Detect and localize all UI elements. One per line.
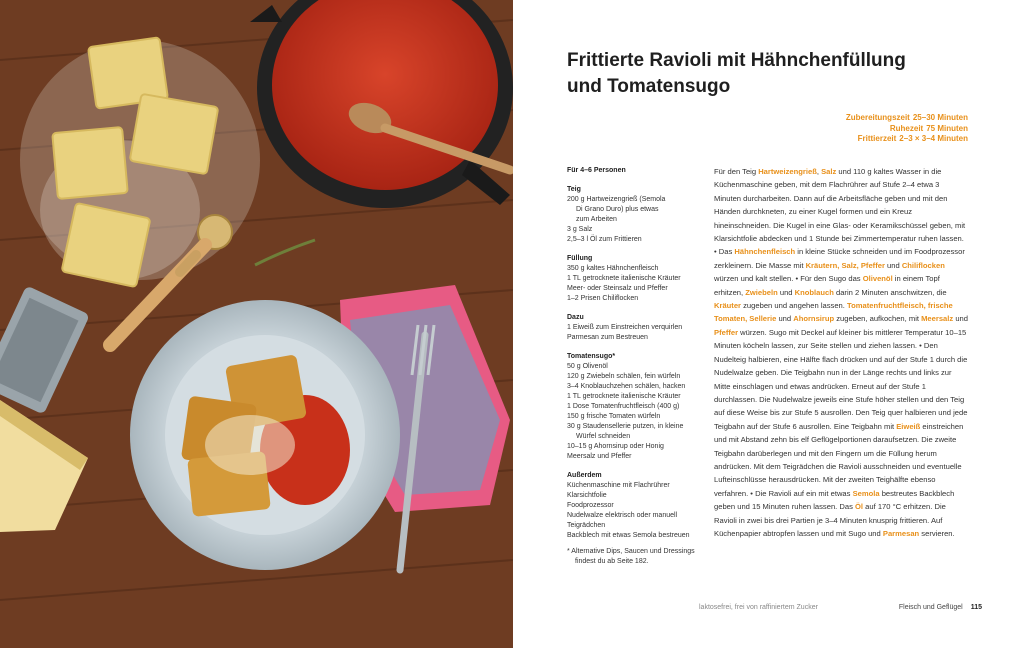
recipe-page xyxy=(513,0,1026,648)
highlighted-ingredient: Pfeffer xyxy=(714,327,739,337)
instruction-text: auf 170 °C erhitzen. Die Ravioli in zwei bis drei Partien je 3–4 Minuten knusprig frittieren. Auf Küchenpapier abtropfen lassen und mit Sugo und xyxy=(714,502,946,538)
highlighted-ingredient: Meersalz xyxy=(921,314,954,324)
highlighted-ingredient: Kräuter xyxy=(714,301,742,311)
ingredient-line: 3–4 Knoblauchzehen schälen, hacken xyxy=(567,383,686,390)
ingredient-line: Backblech mit etwas Semola bestreuen xyxy=(567,532,690,539)
ingredient-line: 1 Eiweiß zum Einstreichen verquirlen xyxy=(567,324,683,331)
instruction-text: einstreichen und mit Abstand zehn bis elf Geflügelportionen daraufsetzen. Die zweite Teigbahn darüberlegen und mit den Fingern um die Füllung herum andrücken. Mit dem Teigrädchen die Ravioli ausschneiden und eventuelle Lufteinschlüsse herausdrücken. Mit der zweiten Teighälfte ebenso verfahren. • Die Ravioli auf ein mit etwas xyxy=(714,421,964,498)
timing-row-rest: Ruhezeit 75 Minuten xyxy=(889,123,968,133)
ingredient-line: 10–15 g Ahornsirup oder Honig xyxy=(567,443,664,450)
section-heading-tomatensugo: Tomatensugo* xyxy=(567,353,616,360)
highlighted-ingredient: Öl xyxy=(855,502,864,512)
instruction-text: darin 2 Minuten anschwitzen, die xyxy=(833,287,947,297)
instructions-text xyxy=(714,165,968,540)
ingredient-line: Würfel schneiden xyxy=(576,433,631,440)
instruction-text: Für den Teig xyxy=(714,167,759,176)
instruction-text: in kleine Stücke schneiden und im Foodprozessor zerkleinern. Die Masse mit xyxy=(714,247,965,270)
ingredient-line: Meersalz und Pfeffer xyxy=(567,453,632,460)
ingredient-line: Meer- oder Steinsalz und Pfeffer xyxy=(567,285,668,292)
instruction-text: zugeben und angehen lassen. xyxy=(741,301,847,311)
instruction-text: , xyxy=(816,167,822,176)
ingredient-line: 1 Dose Tomatenfruchtfleisch (400 g) xyxy=(567,403,680,410)
instruction-text: bestreutes Backblech geben und 15 Minuten ruhen lassen. Das xyxy=(714,488,955,512)
recipe-title xyxy=(567,48,987,100)
ingredient-line: 3 g Salz xyxy=(567,226,593,233)
highlighted-ingredient: Eiweiß xyxy=(896,421,921,431)
highlighted-ingredient: Salz xyxy=(821,167,837,176)
title-line-1: Frittierte Ravioli mit Hähnchenfüllung xyxy=(567,50,906,71)
plate xyxy=(130,300,400,570)
highlighted-ingredient: Kräutern, Salz, Pfeffer xyxy=(805,260,885,270)
ingredient-line: 350 g kaltes Hähnchenfleisch xyxy=(567,265,659,272)
highlighted-ingredient: Tomatenfruchtfleisch, frische Tomaten, Sellerie xyxy=(714,301,953,324)
section-heading-teig: Teig xyxy=(567,186,581,193)
footer-section: Fleisch und Geflügel xyxy=(898,604,963,611)
ingredient-line: Parmesan zum Bestreuen xyxy=(567,334,648,341)
timing-row-prep: Zubereitungszeit 25–30 Minuten xyxy=(845,113,968,122)
page-number: 115 xyxy=(970,604,982,611)
highlighted-ingredient: Ahornsirup xyxy=(793,314,835,324)
instruction-text: und xyxy=(953,314,968,324)
highlighted-ingredient: Hähnchenfleisch xyxy=(734,247,796,257)
ingredient-line: 50 g Olivenöl xyxy=(567,363,608,370)
highlighted-ingredient: Parmesan xyxy=(882,528,920,538)
title-line-2: und Tomatensugo xyxy=(567,76,731,97)
ingredient-line: Teigrädchen xyxy=(567,522,606,529)
section-heading-ausserdem: Außerdem xyxy=(567,472,602,479)
servings: Für 4–6 Personen xyxy=(567,167,626,174)
footnote: * Alternative Dips, Saucen und Dressings findest du ab Seite 182. xyxy=(567,548,695,565)
ingredient-line: Nudelwalze elektrisch oder manuell xyxy=(567,512,678,519)
instruction-text: und xyxy=(884,260,902,270)
ingredient-line: Klarsichtfolie xyxy=(567,492,607,499)
instruction-text: in einem Topf erhitzen, xyxy=(714,274,940,297)
ingredients-column xyxy=(567,166,697,567)
instruction-text: servieren. xyxy=(919,528,955,538)
ingredient-line: 1–2 Prisen Chiliflocken xyxy=(567,295,639,302)
ingredient-line: 30 g Staudensellerie putzen, in kleine xyxy=(567,423,684,430)
ingredient-line: 120 g Zwiebeln schälen, fein würfeln xyxy=(567,373,681,380)
instruction-text: und xyxy=(777,287,795,297)
highlighted-ingredient: Chiliflocken xyxy=(901,260,945,270)
ingredient-line: Küchenmaschine mit Flachrührer xyxy=(567,482,670,489)
highlighted-ingredient: Hartweizengrieß xyxy=(758,167,817,176)
highlighted-ingredient: Zwiebeln xyxy=(745,287,778,297)
ingredient-line: Foodprozessor xyxy=(567,502,614,509)
instruction-text: zugeben, aufkochen, mit xyxy=(834,314,922,324)
timing-block xyxy=(846,113,968,145)
timing-row-fry: Frittierzeit 2–3 × 3–4 Minuten xyxy=(857,134,968,143)
ingredient-line: 2,5–3 l Öl zum Frittieren xyxy=(567,236,642,243)
ingredient-line: 1 TL getrocknete italienische Kräuter xyxy=(567,393,681,400)
instruction-text: würzen. Sugo mit Deckel auf kleiner bis mittlerer Temperatur 10–15 Minuten köcheln lassen, zur Seite stellen und ziehen lassen. • Den Nudelteig halbieren, eine Hälfte flach drücken und auf der Stufe 1 durch die Nudelwalze geben. Die Teigbahn nun in der Länge rechts und links zur Mitte einschlagen und etwas andrücken. Erneut auf der Stufe 1 durchlassen. Die Nudelwalze jeweils eine Stufe höher stellen und den Teig auf diese Weise bis zur Stufe 5 ausrollen. Den Teig quer halbieren und jede Teigbahn auf der Stufe 6 ausrollen. Eine Teigbahn mit xyxy=(714,327,968,431)
highlighted-ingredient: Knoblauch xyxy=(794,287,834,297)
footer-page-info xyxy=(899,604,982,611)
ingredient-line: zum Arbeiten xyxy=(576,216,617,223)
ingredient-line: 200 g Hartweizengrieß (Semola xyxy=(567,196,666,203)
section-heading-fuellung: Füllung xyxy=(567,255,593,262)
ingredient-line: 150 g frische Tomaten würfeln xyxy=(567,413,661,420)
instruction-text: würzen und kalt stellen. • Für den Sugo das xyxy=(714,274,863,284)
ingredient-line: Di Grano Duro) plus etwas xyxy=(576,206,659,213)
section-heading-dazu: Dazu xyxy=(567,314,584,321)
highlighted-ingredient: Olivenöl xyxy=(862,274,893,284)
instruction-text: und xyxy=(776,314,794,324)
footer-diet-note: laktosefrei, frei von raffiniertem Zucker xyxy=(699,604,818,611)
instruction-text: und 110 g kaltes Wasser in die Küchenmaschine geben, mit dem Flachrührer auf Stufe 2–4 etwa 3 Minuten durcharbeiten. Dann auf die Arbeitsfläche geben und mit den Händen durchkneten, zu einer Kugel formen und ein Kreuz hineinschneiden. Die Kugel in eine Glas- oder Keramikschüssel geben, mit Klarsichtfolie abdecken und 1 Stunde bei Zimmertemperatur ruhen lassen. • Das xyxy=(714,167,966,257)
ingredient-line: 1 TL getrocknete italienische Kräuter xyxy=(567,275,681,282)
highlighted-ingredient: Semola xyxy=(852,488,880,498)
